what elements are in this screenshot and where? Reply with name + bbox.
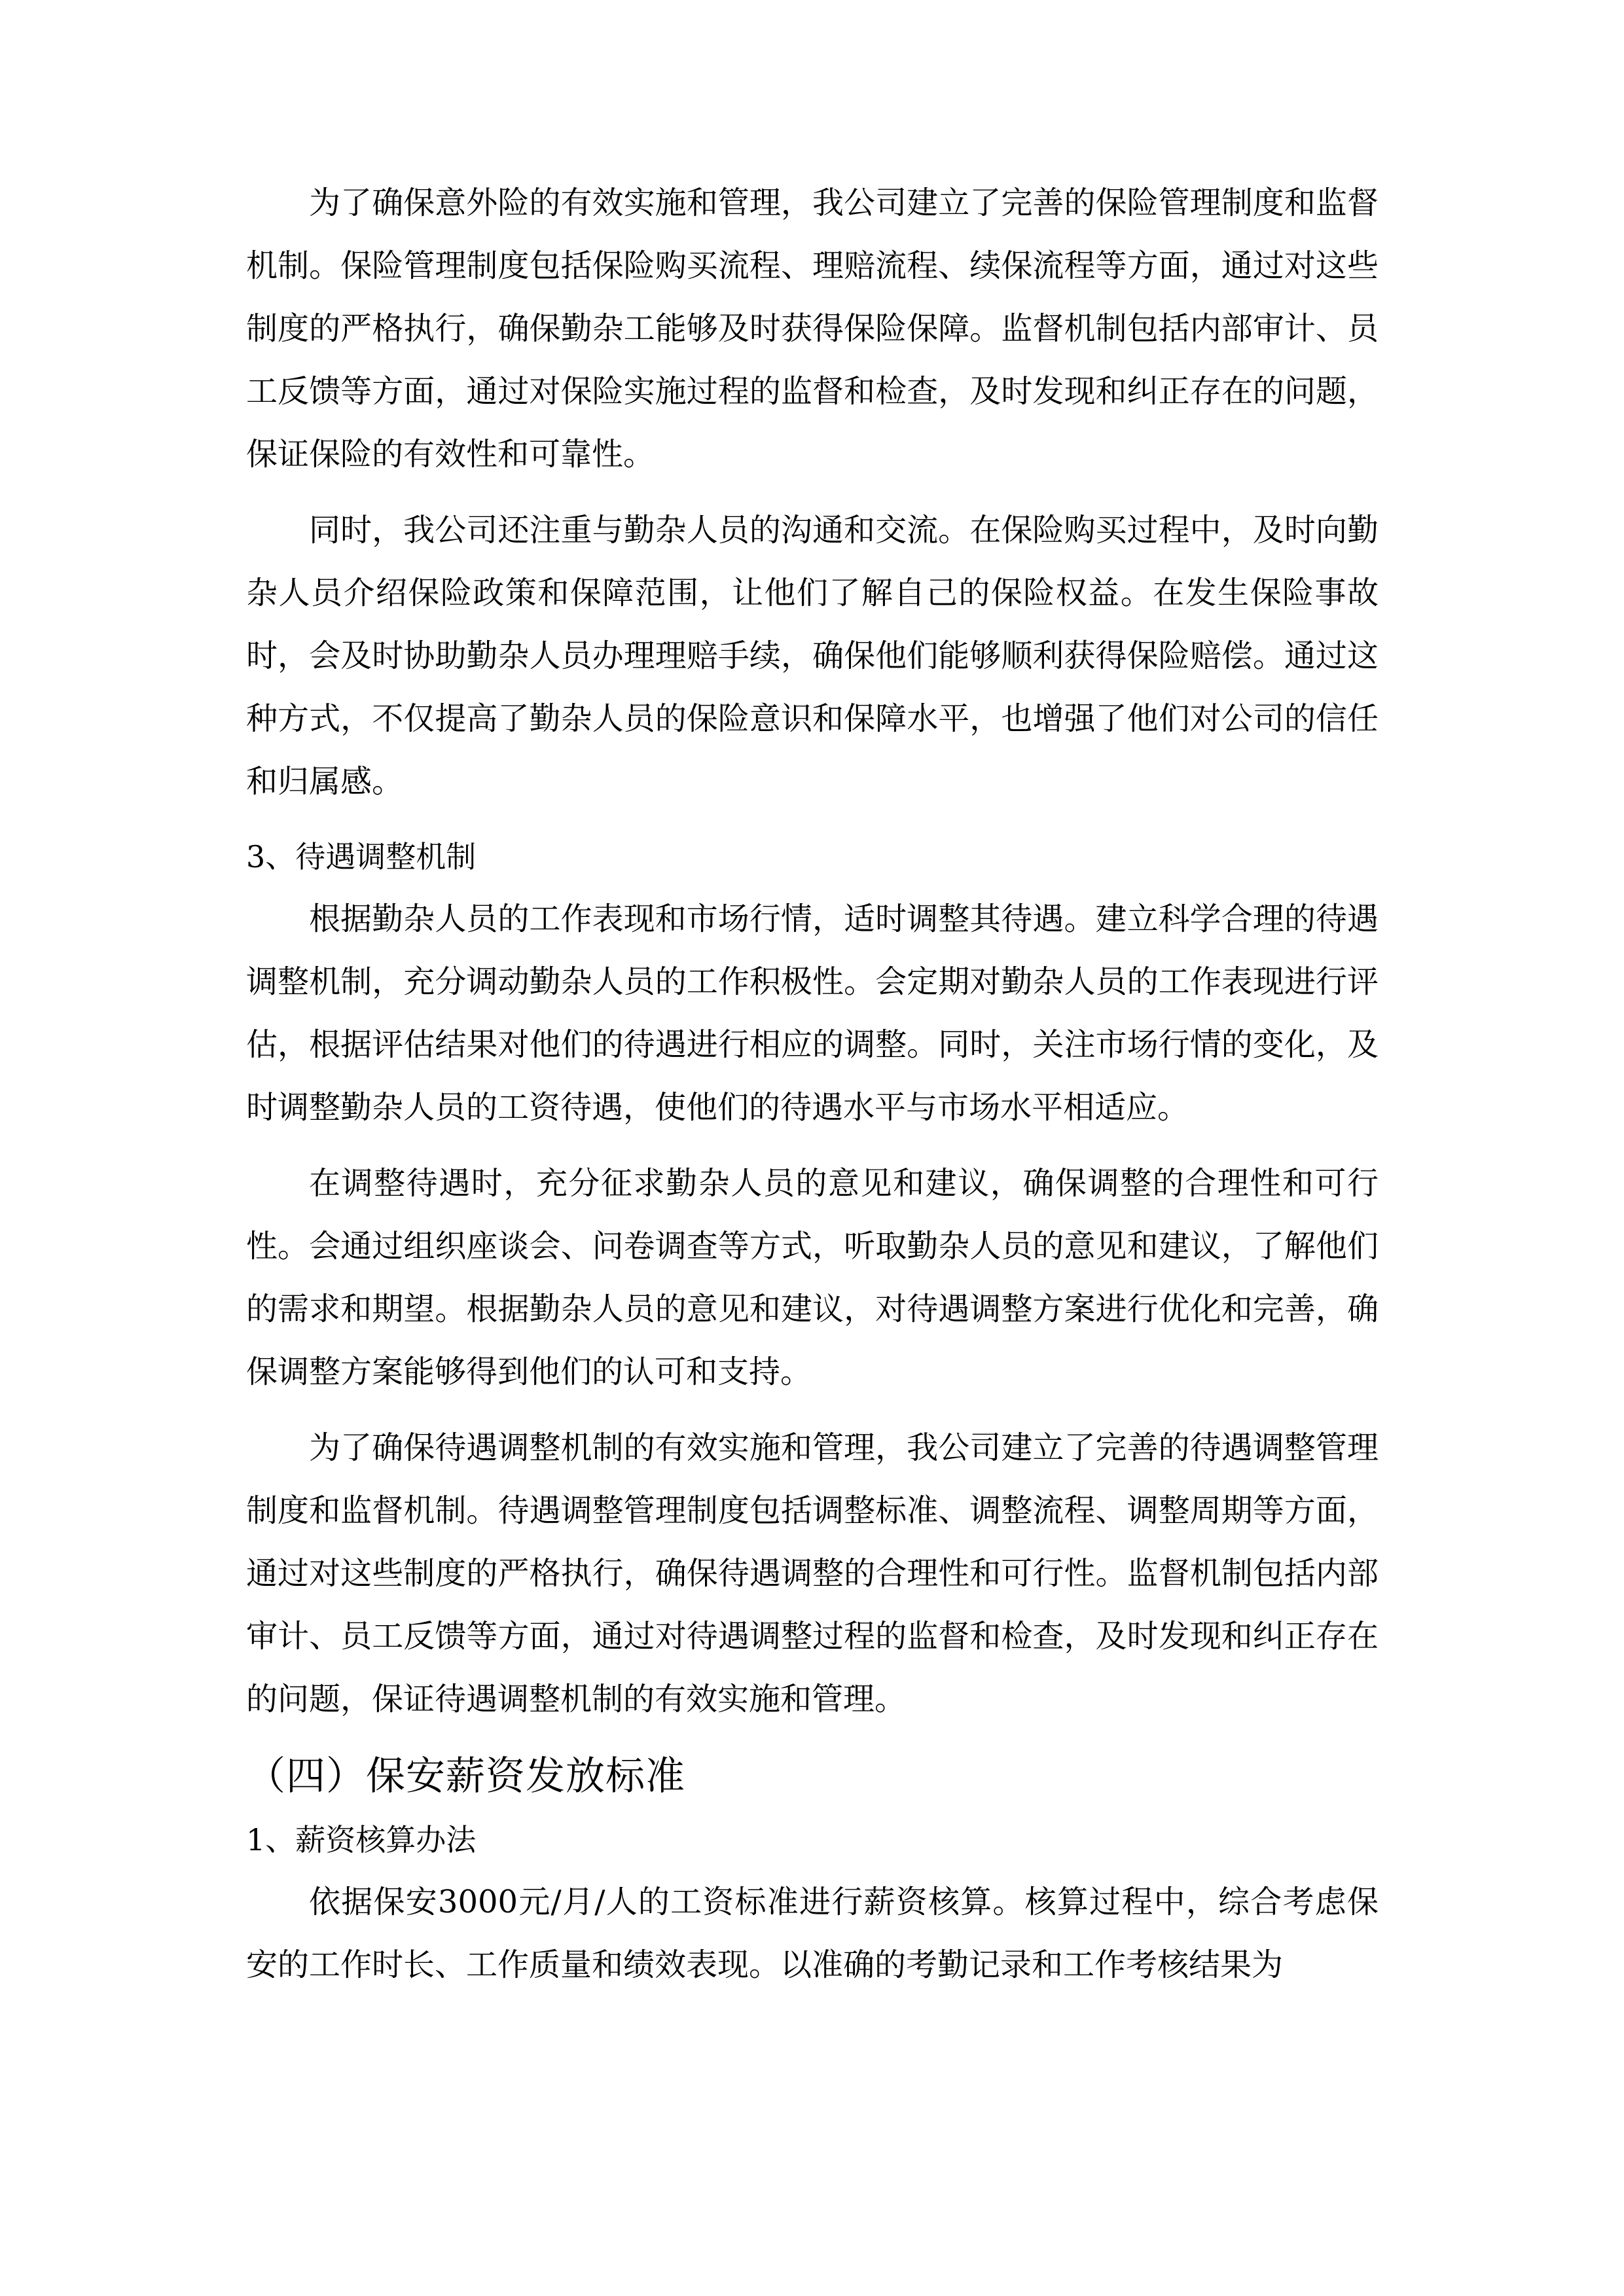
paragraph-communication: 同时，我公司还注重与勤杂人员的沟通和交流。在保险购买过程中，及时向勤杂人员介绍保险政策和保障范围，让他们了解自己的保险权益。在发生保险事故时，会及时协助勤杂人员办理理赔手续，确保他们能够顺利获得保险赔偿。通过这种方式，不仅提高了勤杂人员的保险意识和保障水平，也增强了他们对公司的信任和归属感。 bbox=[246, 512, 1379, 800]
document-body bbox=[246, 171, 1379, 2009]
section-heading-security-salary: （四）保安薪资发放标准 bbox=[246, 1753, 685, 1799]
paragraph-adjustment-feedback: 在调整待遇时，充分征求勤杂人员的意见和建议，确保调整的合理性和可行性。会通过组织座谈会、问卷调查等方式，听取勤杂人员的意见和建议，了解他们的需求和期望。根据勤杂人员的意见和建议，对待遇调整方案进行优化和完善，确保调整方案能够得到他们的认可和支持。 bbox=[246, 1165, 1379, 1390]
paragraph-adjustment-management: 为了确保待遇调整机制的有效实施和管理，我公司建立了完善的待遇调整管理制度和监督机制。待遇调整管理制度包括调整标准、调整流程、调整周期等方面，通过对这些制度的严格执行，确保待遇调整的合理性和可行性。监督机制包括内部审计、员工反馈等方面，通过对待遇调整过程的监督和检查，及时发现和纠正存在的问题，保证待遇调整机制的有效实施和管理。 bbox=[246, 1429, 1379, 1717]
paragraph-salary-accounting: 依据保安3000元/月/人的工资标准进行薪资核算。核算过程中，综合考虑保安的工作时长、工作质量和绩效表现。以准确的考勤记录和工作考核结果为 bbox=[246, 1884, 1379, 1983]
subheading-benefit-adjustment: 3、待遇调整机制 bbox=[246, 839, 477, 874]
paragraph-insurance-management: 为了确保意外险的有效实施和管理，我公司建立了完善的保险管理制度和监督机制。保险管理制度包括保险购买流程、理赔流程、续保流程等方面，通过对这些制度的严格执行，确保勤杂工能够及时获得保险保障。监督机制包括内部审计、员工反馈等方面，通过对保险实施过程的监督和检查，及时发现和纠正存在的问题，保证保险的有效性和可靠性。 bbox=[246, 185, 1379, 473]
subheading-salary-accounting: 1、薪资核算办法 bbox=[246, 1822, 477, 1857]
paragraph-adjustment-basis: 根据勤杂人员的工作表现和市场行情，适时调整其待遇。建立科学合理的待遇调整机制，充分调动勤杂人员的工作积极性。会定期对勤杂人员的工作表现进行评估，根据评估结果对他们的待遇进行相应的调整。同时，关注市场行情的变化，及时调整勤杂人员的工资待遇，使他们的待遇水平与市场水平相适应。 bbox=[246, 901, 1379, 1126]
